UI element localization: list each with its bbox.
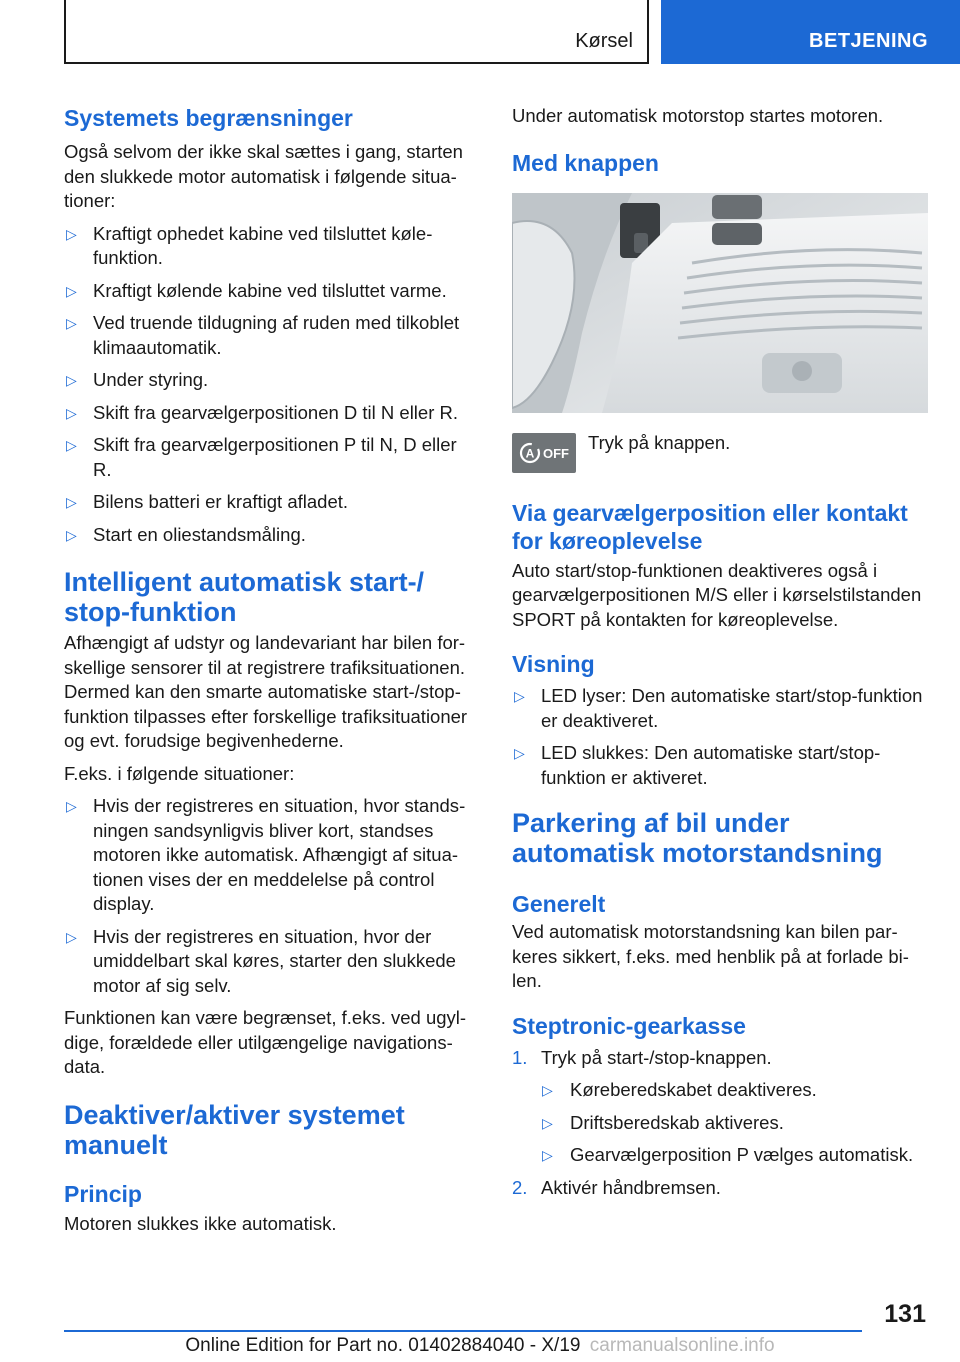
paragraph-system-limits: Også selvom der ikke skal sættes i gang, starten den slukkede motor automatisk i følgende situationer: bbox=[64, 141, 463, 211]
heading-parking: Parkering af bil under automatisk motorstandsning bbox=[512, 808, 883, 868]
triangle-bullet-icon: ▷ bbox=[66, 315, 77, 331]
triangle-bullet-icon: ▷ bbox=[66, 282, 77, 299]
list-item-text: Gearvælgerposition P vælges automatisk. bbox=[570, 1144, 914, 1165]
list-item-text: Hvis der registreres en situation, hvor standsningen sandsynligvis bliver kort, standses motoren ikke automatisk. Afhængigt af situationen vises der en meddelelse på control display. bbox=[93, 795, 466, 914]
paragraph-limited: Funktionen kan være begrænset, f.eks. ved ugyldige, forældede eller utilgængelige navigationsdata. bbox=[64, 1007, 467, 1077]
heading-gear-selector: Via gearvælgerposition eller kontakt for køreoplevelse bbox=[512, 499, 908, 554]
list-item bbox=[64, 925, 478, 999]
triangle-bullet-icon: ▷ bbox=[66, 494, 77, 510]
step-text: Tryk på start-/stop-knappen. bbox=[541, 1046, 772, 1068]
triangle-bullet-icon: ▷ bbox=[66, 404, 77, 421]
list-item-text: Hvis der registreres en situation, hvor der umiddelbart skal køres, starter den slukkede motor af sig selv. bbox=[93, 925, 456, 996]
triangle-bullet-icon: ▷ bbox=[542, 1147, 553, 1163]
list-item bbox=[64, 794, 478, 917]
triangle-bullet-icon: ▷ bbox=[66, 437, 77, 453]
triangle-bullet-icon: ▷ bbox=[66, 225, 77, 242]
limits-list bbox=[64, 222, 478, 548]
triangle-bullet-icon: ▷ bbox=[66, 928, 77, 945]
list-item-text: Køreberedskabet deaktiveres. bbox=[570, 1079, 817, 1100]
steps-list bbox=[512, 1046, 930, 1201]
list-item bbox=[64, 401, 478, 426]
right-column bbox=[512, 100, 930, 1200]
list-item bbox=[64, 279, 478, 304]
list-item-text: Kraftigt kølende kabine ved tilsluttet varme. bbox=[93, 279, 447, 301]
list-item bbox=[64, 368, 478, 393]
list-item-text: Skift fra gearvælgerpositionen D til N eller R. bbox=[93, 401, 459, 423]
list-item bbox=[64, 433, 478, 482]
list-item bbox=[64, 222, 478, 271]
list-item-text: LED lyser: Den automatiske start/stop-funktion er deaktiveret. bbox=[541, 685, 923, 731]
svg-text:OFF: OFF bbox=[543, 445, 569, 461]
triangle-bullet-icon: ▷ bbox=[66, 372, 77, 388]
list-item-text: Bilens batteri er kraftigt afladet. bbox=[93, 491, 349, 512]
paragraph-intelligent: Afhængigt af udstyr og landevariant har bilen forskellige sensorer til at registrere trafiksituationen. Dermed kan den smarte automatiske start-/stop-funktion tilpasses efter forskellige trafiksituationer og evt. forudsige begivenhederne. bbox=[64, 632, 468, 751]
header-left-box bbox=[64, 0, 649, 64]
svg-text:A: A bbox=[525, 446, 535, 460]
step-item bbox=[512, 1176, 930, 1201]
list-item-text: Ved truende tildugning af ruden med tilkoblet klimaautomatik. bbox=[93, 312, 460, 358]
triangle-bullet-icon: ▷ bbox=[514, 745, 525, 761]
paragraph-gear-selector: Auto start/stop-funktionen deaktiveres også i gearvælgerpositionen M/S eller i kørselstilstanden SPORT på kontakten for køreoplevelse. bbox=[512, 559, 922, 630]
paragraph-general: Ved automatisk motorstandsning kan bilen parkeres sikkert, f.eks. med henblik på at forlade bilen. bbox=[512, 921, 909, 991]
left-column bbox=[64, 100, 478, 1236]
step-item bbox=[512, 1046, 930, 1071]
step-number: 1. bbox=[512, 1046, 528, 1068]
list-item-text: Skift fra gearvælgerpositionen P til N, D eller R. bbox=[93, 434, 457, 480]
page-number: 131 bbox=[884, 1300, 926, 1328]
heading-system-limits: Systemets begrænsninger bbox=[64, 105, 353, 131]
list-item-text: Kraftigt ophedet kabine ved tilsluttet kølefunktion. bbox=[93, 222, 433, 268]
list-item bbox=[64, 523, 478, 548]
list-item-text: Under styring. bbox=[93, 369, 209, 390]
list-item-text: Start en oliestandsmåling. bbox=[93, 523, 306, 545]
step-text: Aktivér håndbremsen. bbox=[541, 1176, 721, 1198]
header-section-title: Kørsel bbox=[575, 30, 633, 52]
situations-list bbox=[64, 794, 478, 998]
list-item bbox=[512, 1143, 930, 1168]
paragraph-motor-stop: Under automatisk motorstop startes motoren. bbox=[512, 105, 884, 126]
list-item-text: Driftsberedskab aktiveres. bbox=[570, 1111, 784, 1133]
heading-with-button: Med knappen bbox=[512, 149, 659, 176]
triangle-bullet-icon: ▷ bbox=[542, 1114, 553, 1131]
paragraph-example-intro: F.eks. i følgende situationer: bbox=[64, 762, 295, 784]
dashboard-illustration bbox=[512, 193, 928, 413]
heading-princip: Princip bbox=[64, 1180, 142, 1207]
heading-steptronic: Steptronic-gearkasse bbox=[512, 1012, 746, 1039]
heading-general: Generelt bbox=[512, 891, 606, 917]
footer-edition bbox=[0, 1335, 960, 1357]
triangle-bullet-icon: ▷ bbox=[66, 798, 77, 814]
triangle-bullet-icon: ▷ bbox=[542, 1082, 553, 1098]
list-item bbox=[512, 1111, 930, 1136]
header-chapter-tab bbox=[661, 0, 960, 64]
dashboard-photo bbox=[512, 193, 928, 413]
heading-intelligent-start-stop: Intelligent automatisk start-/ stop-funktion bbox=[64, 567, 425, 627]
paragraph-press-button: Tryk på knappen. bbox=[588, 431, 731, 453]
list-item-text: LED slukkes: Den automatiske start/stop-funktion er aktiveret. bbox=[541, 742, 881, 788]
list-item bbox=[512, 741, 930, 790]
triangle-bullet-icon: ▷ bbox=[514, 688, 525, 704]
list-item bbox=[64, 490, 478, 515]
heading-display: Visning bbox=[512, 651, 595, 677]
footer-watermark: carmanualsonline.info bbox=[589, 1335, 775, 1356]
step-number: 2. bbox=[512, 1176, 528, 1198]
paragraph-princip: Motoren slukkes ikke automatisk. bbox=[64, 1212, 337, 1234]
heading-deactivate-manual: Deaktiver/aktiver systemet manuelt bbox=[64, 1099, 405, 1160]
footer-divider bbox=[64, 1330, 862, 1332]
triangle-bullet-icon: ▷ bbox=[66, 526, 77, 543]
footer-edition-text: Online Edition for Part no. 01402884040 - X/19 bbox=[185, 1335, 581, 1356]
list-item bbox=[64, 311, 478, 360]
list-item bbox=[512, 1078, 930, 1103]
header-chapter-title: BETJENING bbox=[809, 30, 928, 52]
display-list bbox=[512, 684, 930, 790]
list-item bbox=[512, 684, 930, 733]
button-row bbox=[512, 433, 930, 473]
auto-start-stop-off-icon bbox=[512, 433, 576, 473]
